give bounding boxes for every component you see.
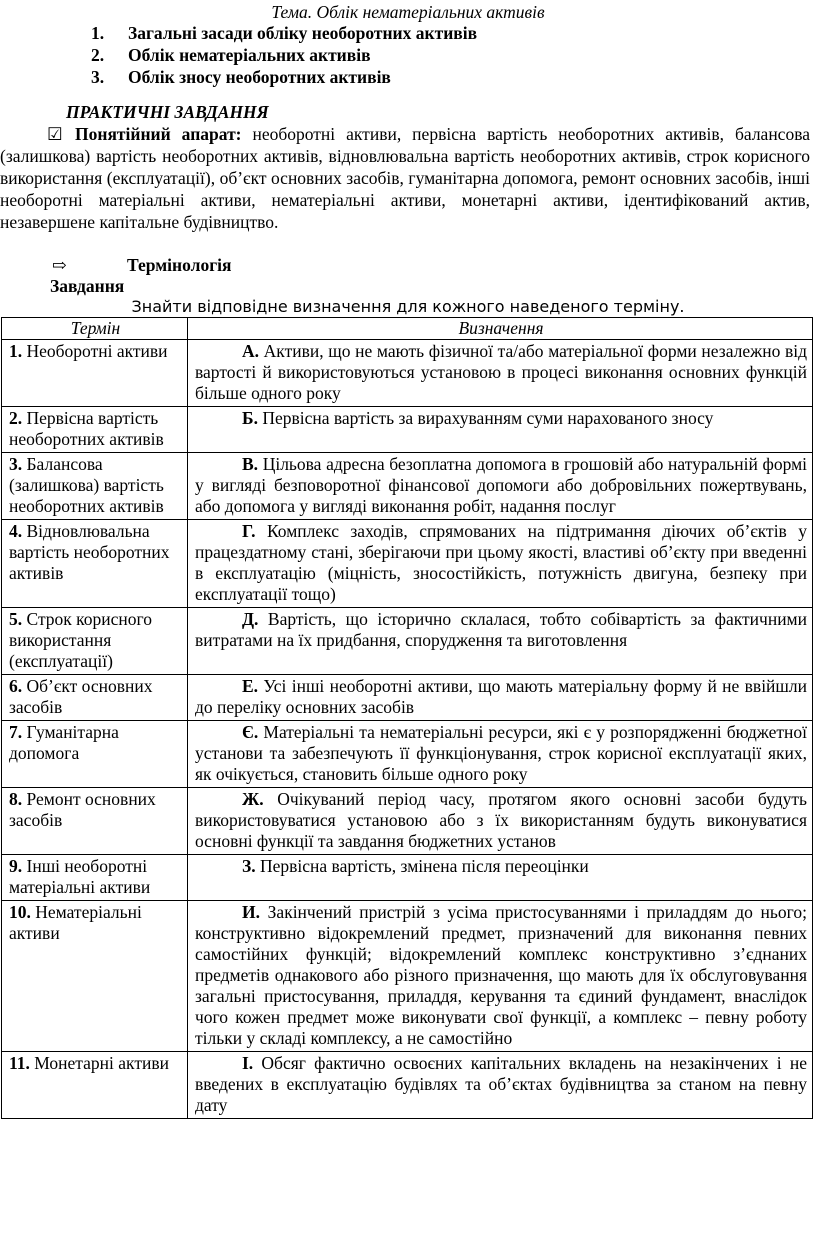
checkbox-icon: ☑ <box>47 124 63 144</box>
tasks-label: Завдання <box>50 276 125 296</box>
term-cell <box>2 901 188 1052</box>
definition-letter: Д. <box>242 609 259 629</box>
definition-text: Очікуваний період часу, протягом якого основні засоби будуть використовуватися установою або з їх використанням будуть виконуватися основні функції та завдання бюджетних установ <box>195 789 807 851</box>
term-cell <box>2 721 188 788</box>
definition-text: Цільова адресна безоплатна допомога в грошовій або натуральній формі у вигляді безповоротної фінансової допомоги або добровільних пожертвувань, або допомога у вигляді виконання робіт, надання послуг <box>195 454 807 516</box>
table-row <box>2 407 813 453</box>
definition-cell <box>188 608 813 675</box>
outline-text: Облік зносу необоротних активів <box>128 67 391 87</box>
concept-label: Понятійний апарат: <box>75 124 242 144</box>
table-row <box>2 1052 813 1119</box>
term-number: 5. <box>9 609 23 629</box>
term-text: Відновлювальна вартість необоротних активів <box>9 521 170 583</box>
definition-cell <box>188 520 813 608</box>
header-term: Термін <box>2 318 188 340</box>
definition-letter: Ж. <box>242 789 264 809</box>
term-cell <box>2 453 188 520</box>
definition-letter: З. <box>242 856 256 876</box>
table-row <box>2 340 813 407</box>
term-cell <box>2 608 188 675</box>
table-row <box>2 788 813 855</box>
term-number: 6. <box>9 676 23 696</box>
outline-item <box>91 44 477 66</box>
term-cell <box>2 675 188 721</box>
term-cell <box>2 855 188 901</box>
definition-cell <box>188 1052 813 1119</box>
definition-letter: Б. <box>242 408 258 428</box>
term-text: Інші необоротні матеріальні активи <box>9 856 151 897</box>
definition-cell <box>188 407 813 453</box>
definition-cell <box>188 721 813 788</box>
definition-letter: А. <box>242 341 260 361</box>
term-cell <box>2 1052 188 1119</box>
definition-cell <box>188 340 813 407</box>
topic-title: Тема. Облік нематеріальних активів <box>271 2 545 22</box>
table-row <box>2 675 813 721</box>
pointing-arrow-icon: ⇨ <box>52 255 67 275</box>
term-cell <box>2 340 188 407</box>
term-number: 11. <box>9 1053 30 1073</box>
term-text: Монетарні активи <box>29 1053 169 1073</box>
outline-number: 3. <box>91 67 105 87</box>
outline-item <box>91 22 477 44</box>
term-number: 7. <box>9 722 23 742</box>
term-text: Гуманітарна допомога <box>9 722 119 763</box>
term-cell <box>2 788 188 855</box>
term-number: 3. <box>9 454 23 474</box>
definition-cell <box>188 901 813 1052</box>
definition-letter: Є. <box>242 722 259 742</box>
outline-text: Облік нематеріальних активів <box>128 45 371 65</box>
definition-cell <box>188 855 813 901</box>
definition-letter: В. <box>242 454 259 474</box>
term-text: Строк корисного використання (експлуатації) <box>9 609 153 671</box>
term-number: 4. <box>9 521 23 541</box>
instruction-text: Знайти відповідне визначення для кожного наведеного терміну. <box>131 297 685 316</box>
term-text: Нематеріальні активи <box>9 902 142 943</box>
definition-text: Вартість, що історично склалася, тобто собівартість за фактичними витратами на їх придбання, спорудження та виготовлення <box>195 609 807 650</box>
outline-item <box>91 66 477 88</box>
definition-letter: И. <box>242 902 260 922</box>
outline-number: 1. <box>91 23 105 43</box>
table-body <box>2 340 813 1119</box>
concept-paragraph <box>0 123 810 233</box>
outline-number: 2. <box>91 45 105 65</box>
term-text: Балансова (залишкова) вартість необоротних активів <box>9 454 164 516</box>
table-row <box>2 721 813 788</box>
terminology-heading <box>52 255 231 276</box>
table-row <box>2 901 813 1052</box>
term-number: 1. <box>9 341 23 361</box>
outline-text: Загальні засади обліку необоротних активів <box>128 23 478 43</box>
terminology-label: Термінологія <box>127 255 232 275</box>
term-number: 10. <box>9 902 31 922</box>
table-row <box>2 855 813 901</box>
term-number: 2. <box>9 408 23 428</box>
definition-text: Первісна вартість, змінена після переоцінки <box>255 856 589 876</box>
term-cell <box>2 407 188 453</box>
definition-text: Первісна вартість за вирахуванням суми нарахованого зносу <box>257 408 714 428</box>
header-definition: Визначення <box>188 318 813 340</box>
definition-text: Комплекс заходів, спрямованих на підтримання діючих об’єктів у працездатному стані, зберігаючи при цьому якості, властиві об’єкту при введенні в експлуатацію (міцність, зносостійкість, потужність двигуна, безпеку при експлуатації тощо) <box>195 521 807 604</box>
definition-letter: Е. <box>242 676 259 696</box>
term-text: Ремонт основних засобів <box>9 789 156 830</box>
definition-letter: Г. <box>242 521 256 541</box>
definition-text: Закінчений пристрій з усіма пристосуваннями і приладдям до нього; конструктивно відокремлений предмет, призначений для виконання певних самостійних функцій; відокремлений комплекс конструктивно з’єднаних предметів однакового або різного призначення, що мають для їх обслуговування загальні пристосування, приладдя, керування та єдиний фундамент, внаслідок чого кожен предмет може виконувати свої функції, а комплекс – певну роботу тільки у складі комплексу, а не самостійно <box>195 902 807 1048</box>
definition-text: Матеріальні та нематеріальні ресурси, які є у розпорядженні бюджетної установи та забезпечують її функціонування, строк корисної експлуатації яких, як очікується, становить більше одного року <box>195 722 807 784</box>
definition-text: Усі інші необоротні активи, що мають матеріальну форму й не ввійшли до переліку основних засобів <box>195 676 807 717</box>
definition-text: Активи, що не мають фізичної та/або матеріальної форми незалежно від вартості й використовуються установою в процесі виконання основних функцій більше одного року <box>195 341 807 403</box>
definition-letter: І. <box>242 1053 254 1073</box>
term-cell <box>2 520 188 608</box>
definition-cell <box>188 675 813 721</box>
term-number: 9. <box>9 856 23 876</box>
definition-cell <box>188 453 813 520</box>
term-text: Необоротні активи <box>22 341 168 361</box>
table-header-row <box>2 318 813 340</box>
term-text: Об’єкт основних засобів <box>9 676 153 717</box>
terms-table <box>1 317 813 1119</box>
table-row <box>2 608 813 675</box>
outline-list <box>91 22 477 88</box>
term-text: Первісна вартість необоротних активів <box>9 408 164 449</box>
term-number: 8. <box>9 789 23 809</box>
concept-text: необоротні активи, первісна вартість необоротних активів, балансова (залишкова) вартість необоротних активів, відновлювальна вартість необоротних активів, строк корисного використання (експлуатації), об’єкт основних засобів, гуманітарна допомога, ремонт основних засобів, інші необоротні матеріальні активи, нематеріальні активи, монетарні активи, ідентифікований актив, незавершене капітальне будівництво. <box>0 124 811 232</box>
practical-title: ПРАКТИЧНІ ЗАВДАННЯ <box>66 102 269 122</box>
definition-text: Обсяг фактично освоєних капітальних вкладень на незакінчених і не введених в експлуатацію будівлях та об’єктах будівництва за станом на певну дату <box>195 1053 807 1115</box>
table-row <box>2 453 813 520</box>
table-row <box>2 520 813 608</box>
definition-cell <box>188 788 813 855</box>
